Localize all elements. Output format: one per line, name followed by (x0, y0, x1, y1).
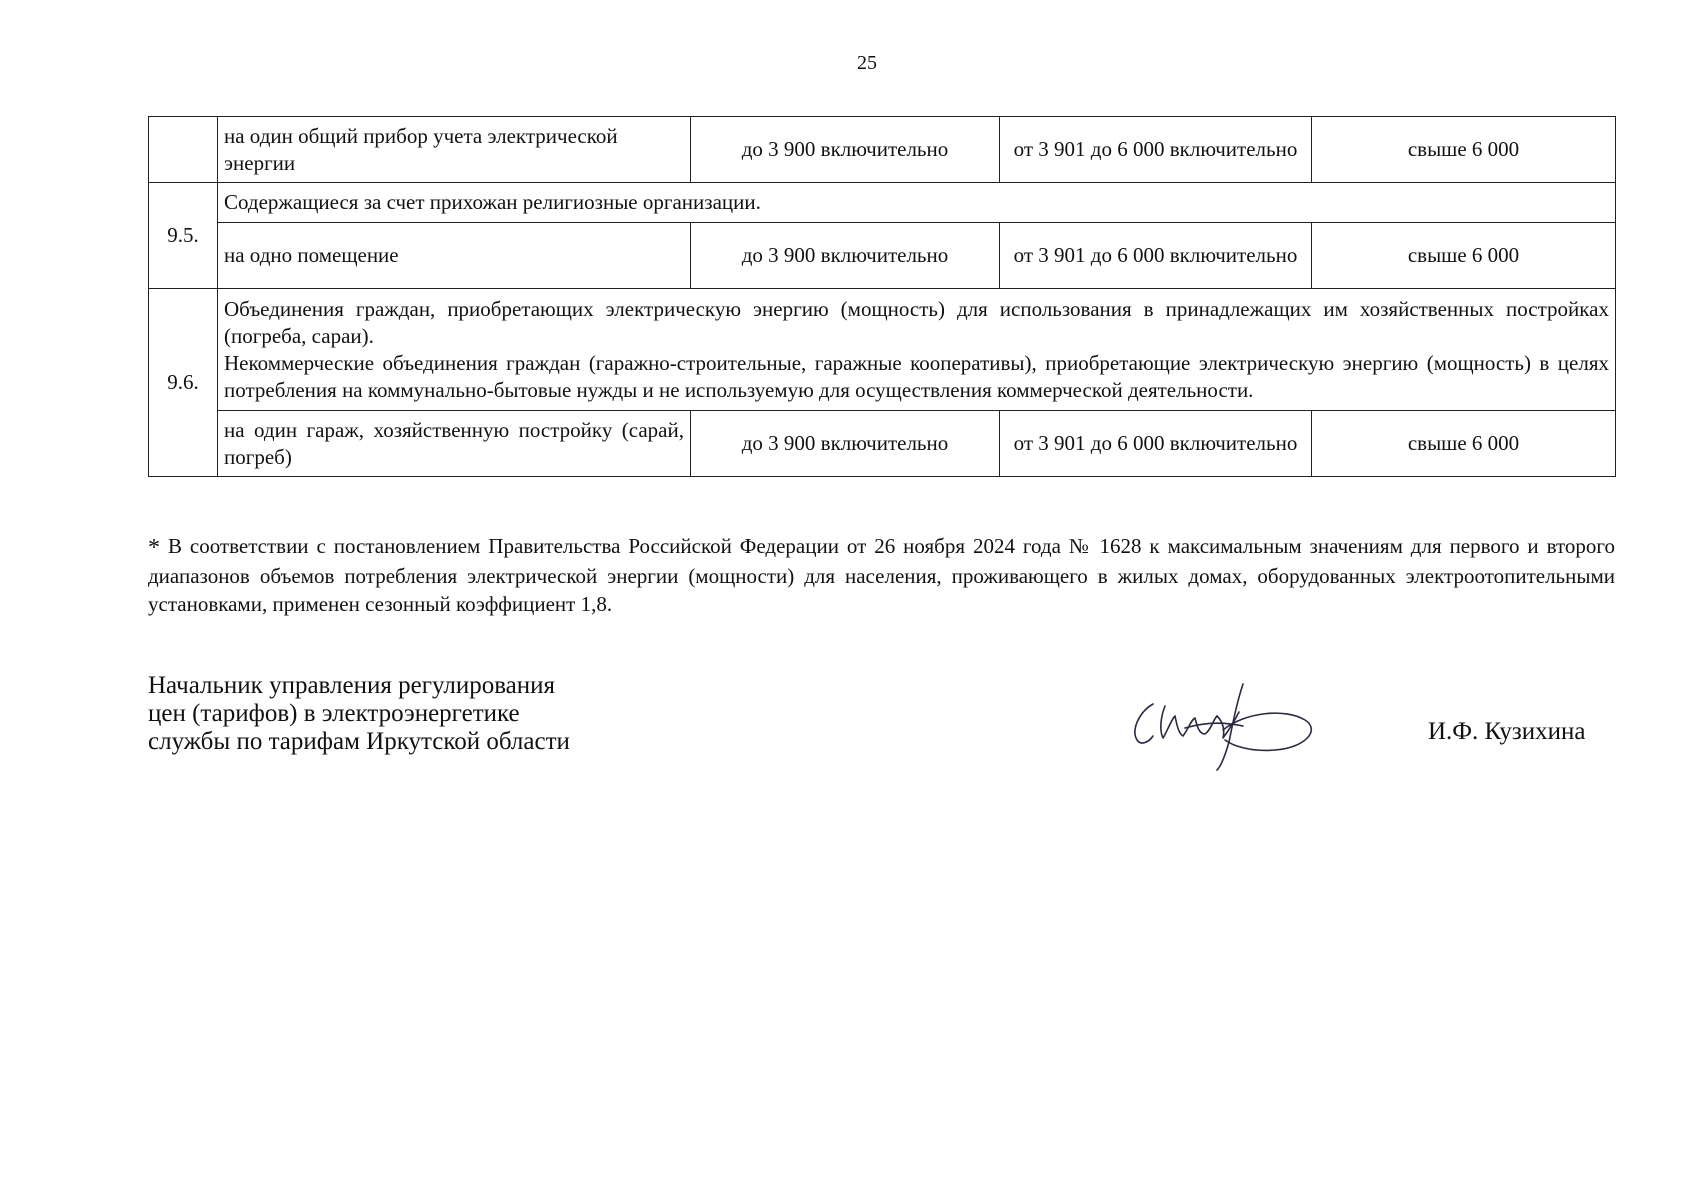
range-1-cell: до 3 900 включительно (691, 223, 1000, 289)
section-title: Содержащиеся за счет прихожан религиозные организации. (218, 183, 1616, 223)
section-title (218, 289, 1616, 411)
signer-name: И.Ф. Кузихина (1428, 718, 1586, 745)
tariff-table (148, 116, 1616, 477)
row-label: на один общий прибор учета электрической энергии (218, 117, 691, 183)
section-header-row (149, 289, 1616, 411)
section-number: 9.5. (149, 183, 218, 289)
page-number: 25 (857, 52, 877, 74)
table-row (149, 411, 1616, 477)
signer-position (148, 672, 570, 756)
section-paragraph: Некоммерческие объединения граждан (гаражно-строительные, гаражные кооперативы), приобретающие электрическую энергию (мощность) в целях потребления на коммунально-бытовые нужды и не используемую для осуществления коммерческой деятельности. (224, 350, 1609, 402)
table-row (149, 223, 1616, 289)
range-1-cell: до 3 900 включительно (691, 117, 1000, 183)
position-line: службы по тарифам Иркутской области (148, 728, 570, 755)
row-label: на одно помещение (218, 223, 691, 289)
row-number (149, 117, 218, 183)
footnote-marker: * (148, 535, 160, 561)
section-number: 9.6. (149, 289, 218, 477)
section-paragraph: Объединения граждан, приобретающих электрическую энергию (мощность) для использования в принадлежащих им хозяйственных постройках (погреба, сараи). (224, 296, 1609, 348)
range-2-cell: от 3 901 до 6 000 включительно (1000, 117, 1312, 183)
footnote (148, 532, 1615, 618)
range-3-cell: свыше 6 000 (1312, 117, 1616, 183)
range-3-cell: свыше 6 000 (1312, 411, 1616, 477)
footnote-text: В соответствии с постановлением Правительства Российской Федерации от 26 ноября 2024 года № 1628 к максимальным значениям для первого и второго диапазонов объемов потребления электрической энергии (мощности) для населения, проживающего в жилых домах, оборудованных электроотопительными установками, применен сезонный коэффициент 1,8. (148, 534, 1615, 616)
position-line: цен (тарифов) в электроэнергетике (148, 700, 520, 727)
handwritten-signature (1125, 672, 1315, 772)
position-line: Начальник управления регулирования (148, 672, 556, 699)
range-2-cell: от 3 901 до 6 000 включительно (1000, 411, 1312, 477)
range-1-cell: до 3 900 включительно (691, 411, 1000, 477)
section-header-row (149, 183, 1616, 223)
row-label: на один гараж, хозяйственную постройку (сарай, погреб) (218, 411, 691, 477)
range-3-cell: свыше 6 000 (1312, 223, 1616, 289)
range-2-cell: от 3 901 до 6 000 включительно (1000, 223, 1312, 289)
table-row (149, 117, 1616, 183)
